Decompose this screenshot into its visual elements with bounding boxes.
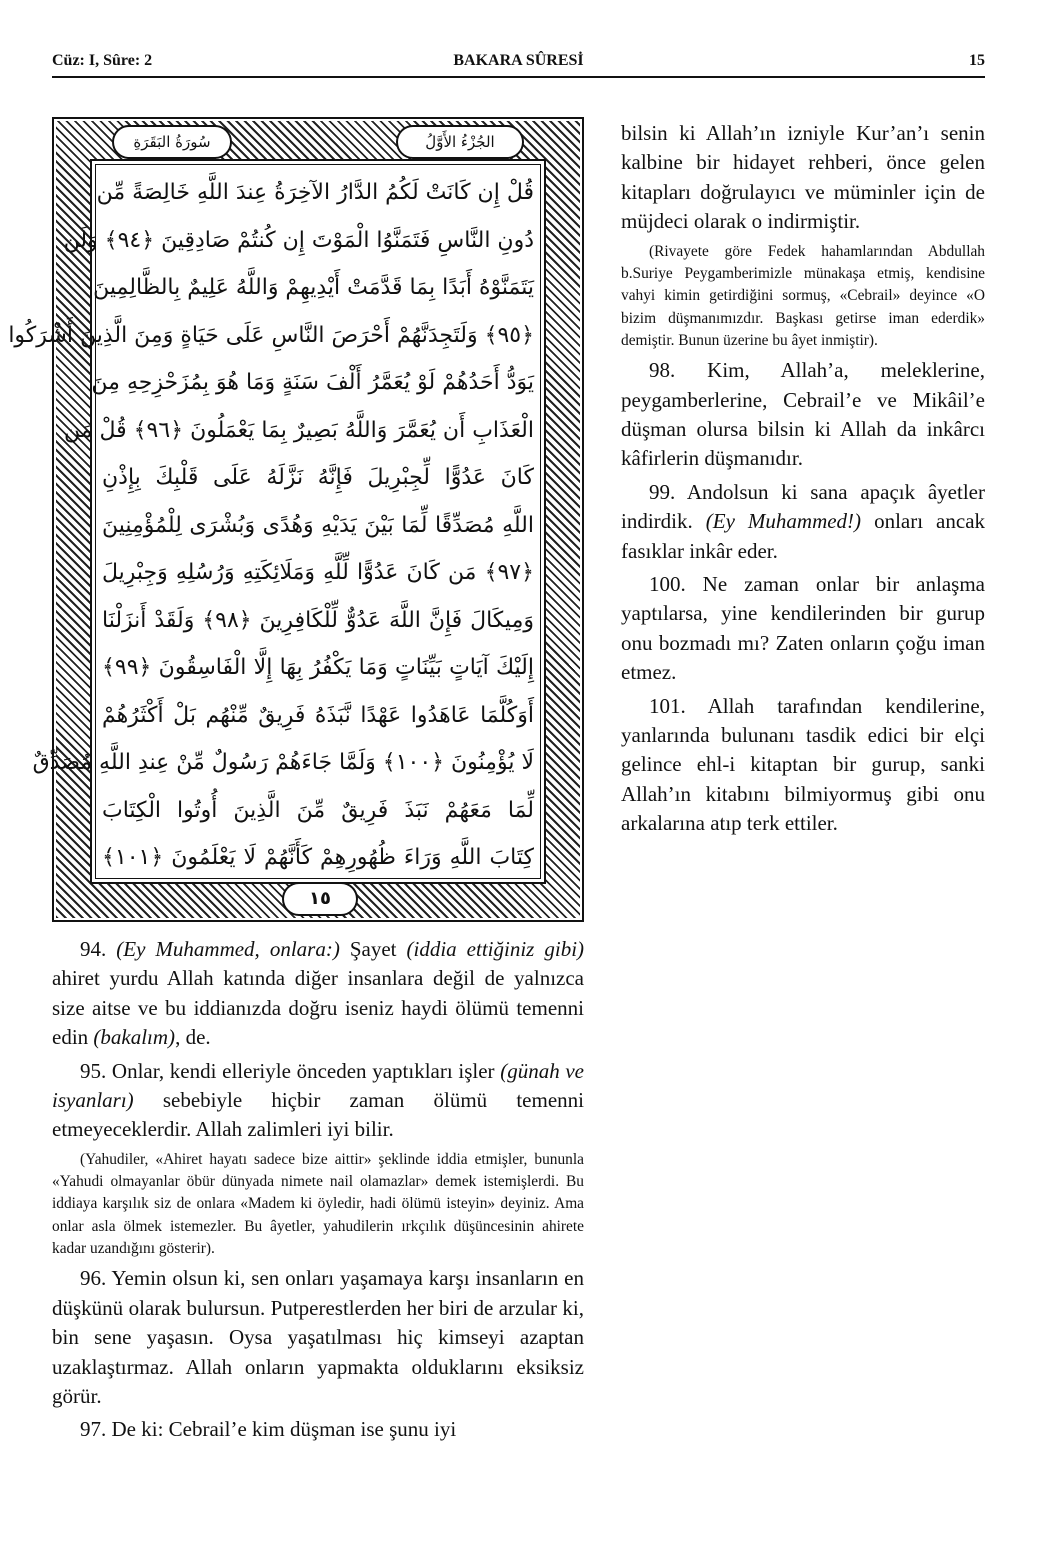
left-text-column (52, 935, 584, 1445)
arabic-line: كَانَ عَدُوًّا لِّجِبْرِيلَ فَإِنَّهُ نَزَّلَهُ عَلَى قَلْبِكَ بِإِذْنِ (102, 465, 534, 490)
verse-italic: (Ey Muhammed!) (705, 509, 862, 534)
sura-title: BAKARA SÛRESİ (453, 52, 584, 69)
verse-text: onları ancak fasıklar inkâr eder. (621, 509, 986, 563)
verse-italic: (bakalım) (93, 1025, 176, 1050)
verse-text: 99. Andolsun ki sana apaçık âyetler indirdik. (621, 479, 985, 534)
verse-italic: (iddia ettiğiniz gibi) (406, 937, 585, 961)
verse-text: Şayet (349, 937, 397, 961)
arabic-line: ﴿٩٥﴾ وَلَتَجِدَنَّهُمْ أَحْرَصَ النَّاسِ عَلَى حَيَاةٍ وَمِنَ الَّذِينَ أَشْرَكُوا (8, 322, 534, 348)
arabic-line: وَمِيكَالَ فَإِنَّ اللَّهَ عَدُوٌّ لِّلْكَافِرِينَ ﴿٩٨﴾ وَلَقَدْ أَنزَلْنَا (102, 607, 534, 633)
verse-text: 95. Onlar, kendi elleriyle önceden yaptıkları işler (80, 1058, 495, 1083)
mushaf-page-number: ١٥ (282, 882, 358, 916)
arabic-line: كِتَابَ اللَّهِ وَرَاءَ ظُهُورِهِمْ كَأَنَّهُمْ لَا يَعْلَمُونَ ﴿١٠١﴾ (102, 845, 534, 870)
right-text-column (621, 119, 985, 839)
verse-101: 101. Allah tarafından kendilerine, yanlarında bulunanı tasdik edici bir elçi gelince ehl-i kitaptan bir gurup, sanki Allah’ın kitabını bilmiyormuş gibi onu arkalarına atıp terk ettiler. (621, 693, 985, 836)
arabic-line: دُونِ النَّاسِ فَتَمَنَّوُا الْمَوْتَ إِن كُنتُمْ صَادِقِينَ ﴿٩٤﴾ وَلَن (63, 227, 534, 253)
verse-96: 96. Yemin olsun ki, sen onları yaşamaya karşı insanların en düşkünü olarak bulursun. Putperestlerden her biri de arzular ki, bin sene yaşasın. Oysa yaşatılması hiç kimseyi azaptan uzaklaştırmaz. Allah onların yapmakta olduklarını eksiksiz görür. (52, 1266, 584, 1408)
verse-italic: (günah ve isyanları) (52, 1058, 585, 1113)
surah-cartouche: سُورَةُ البَقَرَةِ (112, 125, 232, 159)
arabic-line: اللَّهِ مُصَدِّقًا لِّمَا بَيْنَ يَدَيْهِ وَهُدًى وَبُشْرَى لِلْمُؤْمِنِينَ (102, 512, 534, 538)
verse-99 (621, 478, 985, 566)
arabic-line: يَوَدُّ أَحَدُهُمْ لَوْ يُعَمَّرُ أَلْفَ سَنَةٍ وَمَا هُوَ بِمُزَحْزِحِهِ مِنَ (91, 370, 534, 395)
arabic-line: ﴿٩٧﴾ مَن كَانَ عَدُوًّا لِّلَّهِ وَمَلَائِكَتِهِ وَرُسُلِهِ وَجِبْرِيلَ (102, 560, 534, 585)
verse-97: 97. De ki: Cebrail’e kim düşman ise şunu iyi (80, 1417, 457, 1442)
page-header (52, 50, 985, 78)
verse-text: 94. (80, 937, 107, 961)
arabic-line: قُلْ إِن كَانَتْ لَكُمُ الدَّارُ الآخِرَةُ عِندَ اللَّهِ خَالِصَةً مِّن (96, 180, 534, 205)
arabic-text-panel (8, 159, 546, 884)
page-number: 15 (969, 52, 985, 69)
verse-text: ahiret yurdu Allah katında diğer insanlara değil de yalnızca size aitse ve bu iddianızda doğru iseniz haydi ölümü temenni edin (52, 966, 584, 1050)
mushaf-frame (8, 117, 584, 922)
arabic-line: لِّمَا مَعَهُمْ نَبَذَ فَرِيقٌ مِّنَ الَّذِينَ أُوتُوا الْكِتَابَ (102, 797, 534, 823)
arabic-line: لَا يُؤْمِنُونَ ﴿١٠٠﴾ وَلَمَّا جَاءَهُمْ رَسُولٌ مِّنْ عِندِ اللَّهِ مُصَدِّقٌ (32, 750, 534, 775)
verse-95 (52, 1057, 584, 1145)
arabic-line: يَتَمَنَّوْهُ أَبَدًا بِمَا قَدَّمَتْ أَيْدِيهِمْ وَاللَّهُ عَلِيمٌ بِالظَّالِمِينَ (93, 275, 534, 300)
arabic-lines (8, 169, 534, 874)
verse-97-continued: bilsin ki Allah’ın izniyle Kur’an’ı senin kalbine bir hidayet rehberi, önce gelen kitapları doğrulayıcı ve müminler için de müjdeci olarak o indirmiştir. (621, 121, 985, 234)
juz-cartouche: الجُزْءُ الأَوَّلُ (396, 125, 524, 159)
verse-text: sebebiyle hiçbir zaman ölümü temenni etmeyeceklerdir. Allah zalimleri iyi bilir. (52, 1088, 584, 1142)
arabic-line: الْعَذَابِ أَن يُعَمَّرَ وَاللَّهُ بَصِيرٌ بِمَا يَعْمَلُونَ ﴿٩٦﴾ قُلْ مَن (63, 417, 534, 443)
arabic-line: إِلَيْكَ آيَاتٍ بَيِّنَاتٍ وَمَا يَكْفُرُ بِهَا إِلَّا الْفَاسِقُونَ ﴿٩٩﴾ (102, 655, 534, 680)
verse-text: , de. (175, 1025, 211, 1050)
juz-sura-label: Cüz: I, Sûre: 2 (52, 52, 153, 69)
arabic-line: أَوَكُلَّمَا عَاهَدُوا عَهْدًا نَّبَذَهُ فَرِيقٌ مِّنْهُم بَلْ أَكْثَرُهُمْ (102, 702, 534, 728)
verse-94 (52, 935, 584, 1053)
verse-98: 98. Kim, Allah’a, meleklerine, peygamberlerine, Cebrail’e ve Mikâil’e düşman olursa bilsin ki Allah da inkârcı kâfirlerin düşmanıdır. (621, 358, 985, 471)
verse-100: 100. Ne zaman onlar bir anlaşma yaptılarsa, yine kendilerinden bir gurup onu bozmadı mı? Zaten onların çoğu iman etmez. (621, 571, 985, 685)
footnote: (Yahudiler, «Ahiret hayatı sadece bize aittir» şeklinde iddia etmişler, bununla «Yahudi olmayanlar öbür dünyada nimete nail olamazlar» demek istemişlerdi. Bu iddiaya karşılık siz de onlara «Madem ki öyledir, hadi ölümü isteyin» deyiniz. Ama onlar asla ölmek istemezler. Bu âyetler, yahudilerin ırkçılık düşüncesinin ahirete kadar uzandığını gösterir). (52, 1150, 584, 1258)
verse-italic: (Ey Muhammed, onlara:) (116, 937, 340, 961)
footnote: (Rivayete göre Fedek hahamlarından Abdullah b.Suriye Peygamberimizle münakaşa etmiş, kendisine vahyi kimin getirdiğini sormuş, «Cebrail» deyince «O bizim düşmanımızdır. Başkası getirse iman ederdik» demiştir. Bunun üzerine bu âyet inmiştir). (621, 242, 985, 349)
